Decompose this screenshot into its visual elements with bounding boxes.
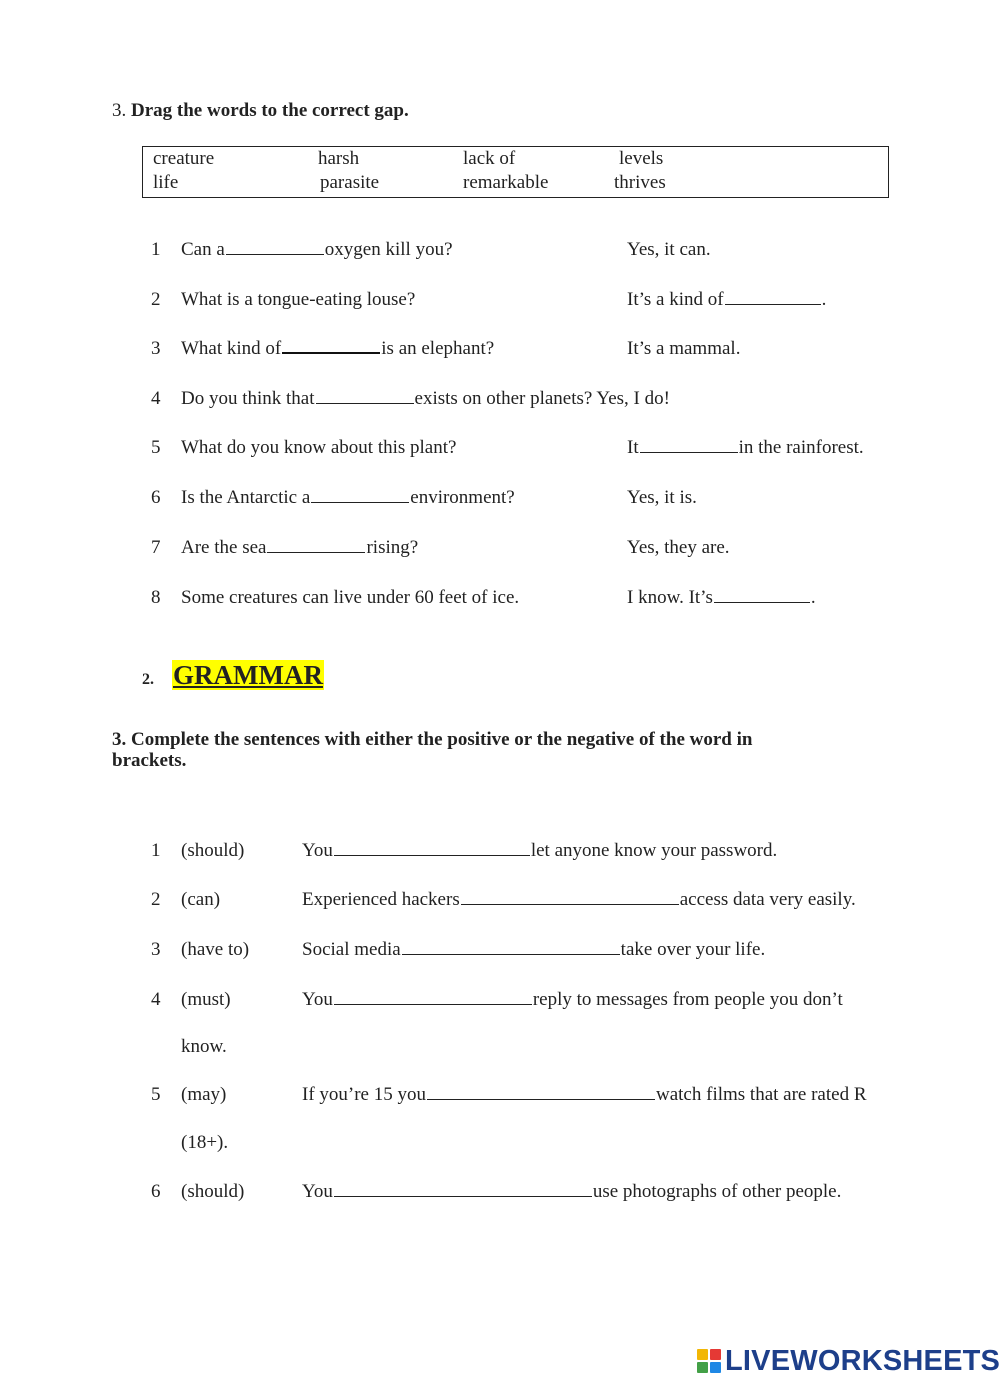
question-number: 8 xyxy=(151,587,161,608)
question-text: Some creatures can live under 60 feet of ice. xyxy=(181,587,520,608)
item-continuation: (18+). xyxy=(181,1132,229,1153)
item-word: (may) xyxy=(181,1084,227,1105)
vocab-instruction xyxy=(112,100,409,122)
answer-gap[interactable] xyxy=(311,501,409,503)
question-text: What kind of is an elephant? xyxy=(181,338,495,359)
question-number: 4 xyxy=(151,388,161,409)
item-sentence: You reply to messages from people you don’t xyxy=(302,989,843,1010)
word-bank-item[interactable]: life xyxy=(153,172,179,193)
question-text: Can a oxygen kill you? xyxy=(181,239,453,260)
question-text: What do you know about this plant? xyxy=(181,437,457,458)
answer-text: Yes, it can. xyxy=(627,239,711,260)
question-number: 3 xyxy=(151,338,161,359)
vocab-instruction-number: 3. xyxy=(112,100,127,121)
answer-gap[interactable] xyxy=(427,1098,655,1100)
question-number: 1 xyxy=(151,239,161,260)
answer-gap[interactable] xyxy=(316,402,414,404)
vocab-instruction-text: Drag the words to the correct gap. xyxy=(131,100,409,121)
item-sentence: You let anyone know your password. xyxy=(302,840,778,861)
item-number: 2 xyxy=(151,889,161,910)
answer-gap[interactable] xyxy=(402,953,620,955)
answer-text: It’s a kind of . xyxy=(627,289,827,310)
item-sentence: Social media take over your life. xyxy=(302,939,766,960)
answer-gap[interactable] xyxy=(226,253,324,255)
answer-text: It’s a mammal. xyxy=(627,338,741,359)
word-bank-item[interactable]: thrives xyxy=(614,172,666,193)
item-sentence: If you’re 15 you watch films that are rated R xyxy=(302,1084,867,1105)
item-word: (must) xyxy=(181,989,231,1010)
word-bank-item[interactable]: parasite xyxy=(320,172,380,193)
item-continuation: know. xyxy=(181,1036,227,1057)
item-number: 1 xyxy=(151,840,161,861)
answer-text: I know. It’s . xyxy=(627,587,816,608)
item-word: (have to) xyxy=(181,939,250,960)
grammar-instruction-line: 3. Complete the sentences with either the positive or the negative of the word in xyxy=(112,729,753,750)
item-word: (should) xyxy=(181,1181,245,1202)
item-sentence: Experienced hackers access data very easily. xyxy=(302,889,856,910)
word-bank-item[interactable]: creature xyxy=(153,148,215,169)
word-bank-item[interactable]: levels xyxy=(619,148,664,169)
word-bank-item[interactable]: lack of xyxy=(463,148,516,169)
item-number: 6 xyxy=(151,1181,161,1202)
answer-gap[interactable] xyxy=(714,601,810,603)
liveworksheets-logo xyxy=(697,1346,1000,1376)
logo-text: LIVEWORKSHEETS xyxy=(725,1344,1000,1377)
question-number: 6 xyxy=(151,487,161,508)
answer-gap[interactable] xyxy=(640,451,738,453)
grammar-section-title: GRAMMAR xyxy=(173,660,323,690)
answer-text: Yes, they are. xyxy=(627,537,730,558)
answer-text: Yes, it is. xyxy=(627,487,697,508)
question-text: Are the sea rising? xyxy=(181,537,419,558)
item-number: 5 xyxy=(151,1084,161,1105)
answer-gap[interactable] xyxy=(267,551,365,553)
grammar-instruction-line: brackets. xyxy=(112,750,187,771)
answer-gap[interactable] xyxy=(334,854,530,856)
item-number: 4 xyxy=(151,989,161,1010)
answer-gap[interactable] xyxy=(334,1195,592,1197)
word-bank-item[interactable]: remarkable xyxy=(463,172,549,193)
grammar-section-number: 2. xyxy=(142,671,154,688)
question-text: Do you think that exists on other planets? Yes, I do! xyxy=(181,388,670,409)
answer-gap[interactable] xyxy=(725,303,821,305)
logo-blocks-icon xyxy=(697,1349,721,1373)
answer-gap[interactable] xyxy=(282,351,380,354)
answer-text: It in the rainforest. xyxy=(627,437,864,458)
word-bank xyxy=(142,146,889,198)
grammar-instruction xyxy=(112,729,752,771)
grammar-heading xyxy=(142,660,324,691)
question-number: 2 xyxy=(151,289,161,310)
answer-gap[interactable] xyxy=(461,903,679,905)
answer-gap[interactable] xyxy=(334,1003,532,1005)
question-text: Is the Antarctic a environment? xyxy=(181,487,515,508)
question-number: 7 xyxy=(151,537,161,558)
item-number: 3 xyxy=(151,939,161,960)
item-word: (can) xyxy=(181,889,221,910)
word-bank-item[interactable]: harsh xyxy=(318,148,360,169)
question-number: 5 xyxy=(151,437,161,458)
item-word: (should) xyxy=(181,840,245,861)
question-text: What is a tongue-eating louse? xyxy=(181,289,416,310)
item-sentence: You use photographs of other people. xyxy=(302,1181,842,1202)
